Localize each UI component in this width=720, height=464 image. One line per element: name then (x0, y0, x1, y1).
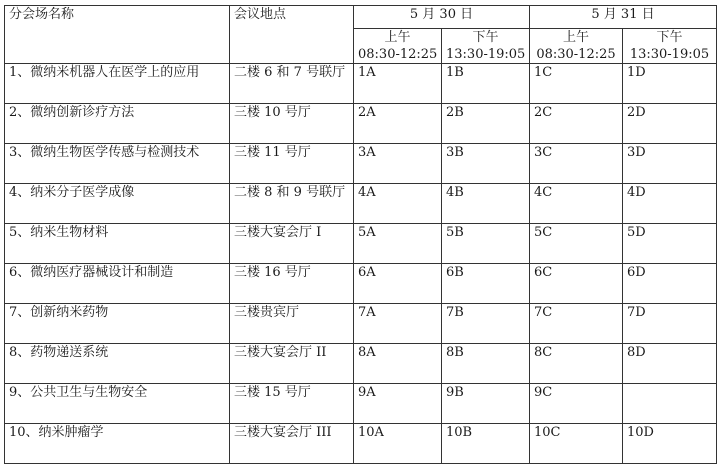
header-slot (354, 29, 442, 64)
slot-period: 上午 (384, 30, 411, 45)
slot-time: 13:30-19:05 (446, 47, 526, 62)
session-code: 3B (442, 144, 530, 184)
table-row (5, 304, 717, 344)
session-name: 2、微纳创新诊疗方法 (5, 104, 230, 144)
session-code: 7A (354, 304, 442, 344)
session-location: 二楼 6 和 7 号联厅 (230, 64, 354, 104)
session-code: 4B (442, 184, 530, 224)
session-code: 1B (442, 64, 530, 104)
session-name: 7、创新纳米药物 (5, 304, 230, 344)
session-code: 1D (623, 64, 717, 104)
session-location: 三楼 10 号厅 (230, 104, 354, 144)
session-code: 10D (623, 424, 717, 464)
session-name: 6、微纳医疗器械设计和制造 (5, 264, 230, 304)
session-code: 1C (530, 64, 623, 104)
header-slot (623, 29, 717, 64)
table-row (5, 184, 717, 224)
header-slot (442, 29, 530, 64)
session-code: 10C (530, 424, 623, 464)
session-code: 2C (530, 104, 623, 144)
session-code: 2B (442, 104, 530, 144)
session-location: 三楼 15 号厅 (230, 384, 354, 424)
session-code: 9B (442, 384, 530, 424)
session-location: 三楼贵宾厅 (230, 304, 354, 344)
session-code: 4A (354, 184, 442, 224)
header-session-name: 分会场名称 (5, 6, 230, 64)
session-name: 10、纳米肿瘤学 (5, 424, 230, 464)
table-row (5, 104, 717, 144)
session-code: 5B (442, 224, 530, 264)
session-code: 2A (354, 104, 442, 144)
slot-time: 08:30-12:25 (536, 47, 616, 62)
session-location: 二楼 8 和 9 号联厅 (230, 184, 354, 224)
session-code: 7D (623, 304, 717, 344)
table-row (5, 264, 717, 304)
session-code: 10A (354, 424, 442, 464)
session-code: 5A (354, 224, 442, 264)
session-code: 7C (530, 304, 623, 344)
header-row-days (5, 6, 717, 29)
session-code: 9A (354, 384, 442, 424)
table-row (5, 424, 717, 464)
slot-time: 08:30-12:25 (358, 47, 438, 62)
table-row (5, 224, 717, 264)
session-code: 3D (623, 144, 717, 184)
session-code: 8D (623, 344, 717, 384)
session-code: 3A (354, 144, 442, 184)
table-row (5, 64, 717, 104)
session-code: 6C (530, 264, 623, 304)
session-name: 9、公共卫生与生物安全 (5, 384, 230, 424)
session-code: 9C (530, 384, 623, 424)
session-code: 2D (623, 104, 717, 144)
session-location: 三楼 11 号厅 (230, 144, 354, 184)
session-code: 7B (442, 304, 530, 344)
session-location: 三楼 16 号厅 (230, 264, 354, 304)
session-code: 5C (530, 224, 623, 264)
session-code: 8A (354, 344, 442, 384)
session-location: 三楼大宴会厅 I (230, 224, 354, 264)
header-day-may31: 5 月 31 日 (530, 6, 717, 29)
session-name: 3、微纳生物医学传感与检测技术 (5, 144, 230, 184)
session-code: 8B (442, 344, 530, 384)
slot-period: 上午 (562, 30, 589, 45)
slot-period: 下午 (656, 30, 683, 45)
session-code: 10B (442, 424, 530, 464)
session-code: 3C (530, 144, 623, 184)
table-row (5, 144, 717, 184)
slot-time: 13:30-19:05 (629, 47, 710, 62)
schedule-table (4, 5, 717, 464)
session-code: 8C (530, 344, 623, 384)
table-row (5, 344, 717, 384)
session-name: 1、微纳米机器人在医学上的应用 (5, 64, 230, 104)
header-location: 会议地点 (230, 6, 354, 64)
session-name: 4、纳米分子医学成像 (5, 184, 230, 224)
session-code: 1A (354, 64, 442, 104)
session-code (623, 384, 717, 424)
session-code: 6D (623, 264, 717, 304)
session-code: 5D (623, 224, 717, 264)
session-code: 4C (530, 184, 623, 224)
header-slot (530, 29, 623, 64)
session-location: 三楼大宴会厅 III (230, 424, 354, 464)
session-code: 6A (354, 264, 442, 304)
session-code: 6B (442, 264, 530, 304)
session-code: 4D (623, 184, 717, 224)
slot-period: 下午 (472, 30, 499, 45)
session-name: 8、药物递送系统 (5, 344, 230, 384)
session-location: 三楼大宴会厅 II (230, 344, 354, 384)
table-row (5, 384, 717, 424)
header-day-may30: 5 月 30 日 (354, 6, 530, 29)
session-name: 5、纳米生物材料 (5, 224, 230, 264)
